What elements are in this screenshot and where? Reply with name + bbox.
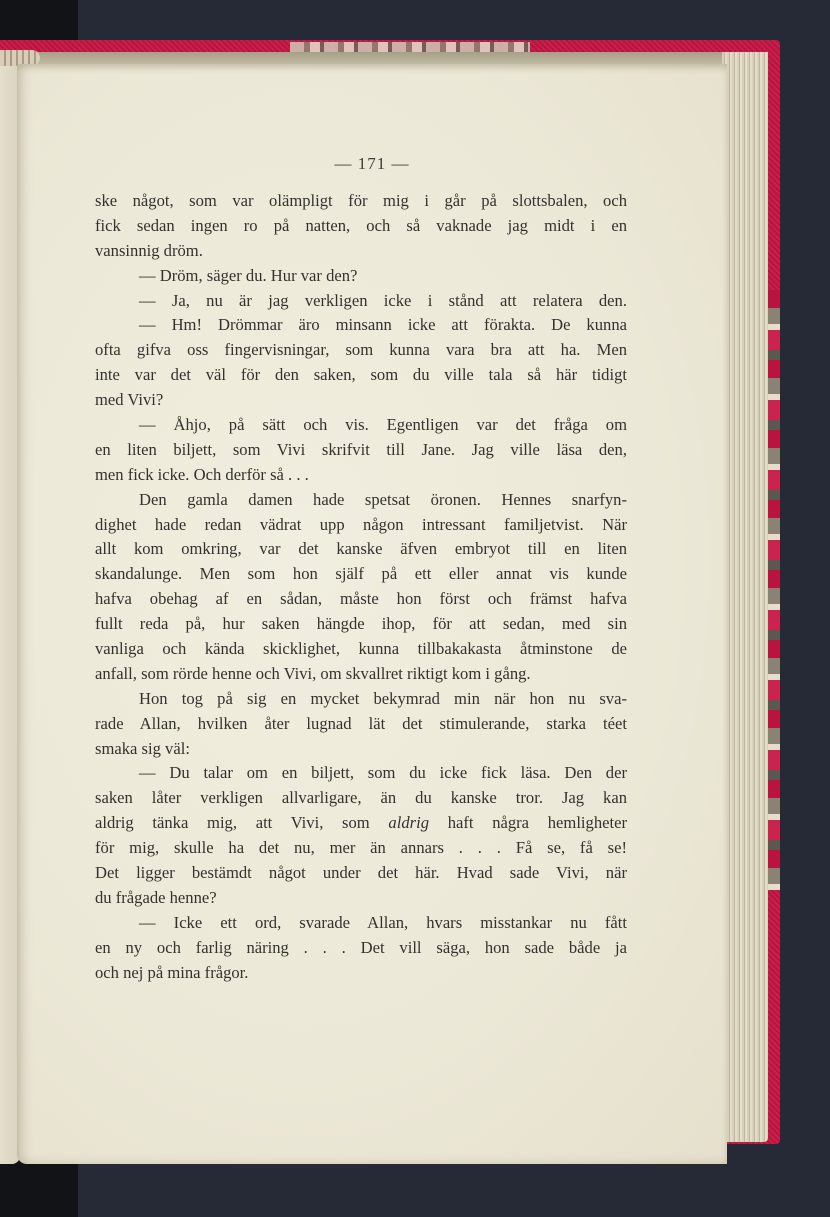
text-line: hafva obehag af en sådan, måste hon först och främst hafva — [95, 589, 627, 609]
body-text — [95, 189, 627, 986]
text-line: — Ja, nu är jag verkligen icke i stånd att relatera den. — [139, 290, 627, 310]
text-line: Det ligger bestämdt något under det här. Hvad sade Vivi, när — [95, 863, 627, 883]
text-line: dighet hade redan vädrat upp någon intressant familjetvist. När — [95, 514, 627, 534]
text-line: med Vivi? — [95, 390, 164, 410]
text-line: men fick icke. Och derför så . . . — [95, 464, 309, 484]
text-line: ske något, som var olämpligt för mig i går på slottsbalen, och — [95, 191, 627, 210]
text-line: — Du talar om en biljett, som du icke fick läsa. Den der — [139, 763, 627, 783]
text-line: rade Allan, hvilken åter lugnad lät det stimulerande, starka téet — [95, 713, 627, 733]
page-number: — 171 — — [334, 154, 410, 173]
page-block-fore-edge — [722, 52, 768, 1142]
text-line: Hon tog på sig en mycket bekymrad min när hon nu sva- — [139, 688, 627, 708]
text-line: en ny och farlig näring . . . Det vill säga, hon sade både ja — [95, 937, 627, 957]
text-line: skandalunge. Men som hon själf på ett eller annat vis kunde — [95, 564, 627, 584]
emphasis: aldrig — [388, 813, 429, 833]
text-line: inte var det väl för den saken, som du ville tala så här tidigt — [95, 365, 627, 385]
text-line: — Hm! Drömmar äro minsann icke att förakta. De kunna — [139, 315, 627, 335]
text-line: saken låter verkligen allvarligare, än du kanske tror. Jag kan — [95, 788, 627, 808]
text-line: — Icke ett ord, svarade Allan, hvars misstankar nu fått — [139, 912, 627, 932]
text-line: anfall, som rörde henne och Vivi, om skvallret riktigt kom i gång. — [95, 663, 531, 683]
text-line: fick sedan ingen ro på natten, och så vaknade jag midt i en — [95, 215, 627, 235]
text-line: aldrig tänka mig, att Vivi, som aldrig haft några hemligheter — [95, 813, 628, 833]
text-line: vanliga och kända skicklighet, kunna tillbakakasta åtminstone de — [95, 639, 627, 659]
text-line: vansinnig dröm. — [95, 240, 203, 260]
text-line: — Åhjo, på sätt och vis. Egentligen var det fråga om — [139, 415, 627, 435]
text-line: för mig, skulle ha det nu, mer än annars . . . Få se, få se! — [95, 838, 627, 858]
text-line: Den gamla damen hade spetsat öronen. Hennes snarfyn- — [139, 489, 627, 509]
text-line: — Dröm, säger du. Hur var den? — [139, 265, 358, 285]
text-line: allt kom omkring, var det kanske äfven embryot till en liten — [95, 539, 627, 559]
marbled-edge-right — [767, 290, 780, 890]
text-line: smaka sig väl: — [95, 738, 190, 758]
text-line: ofta gifva oss fingervisningar, som kunna vara bra att ha. Men — [95, 340, 627, 360]
book-page — [17, 64, 727, 1164]
text-line: du frågade henne? — [95, 887, 217, 907]
text-line: och nej på mina frågor. — [95, 962, 249, 982]
text-line: fullt reda på, hur saken hängde ihop, för att sedan, med sin — [95, 614, 627, 634]
text-line: en liten biljett, som Vivi skrifvit till Jane. Jag ville läsa den, — [95, 439, 627, 459]
